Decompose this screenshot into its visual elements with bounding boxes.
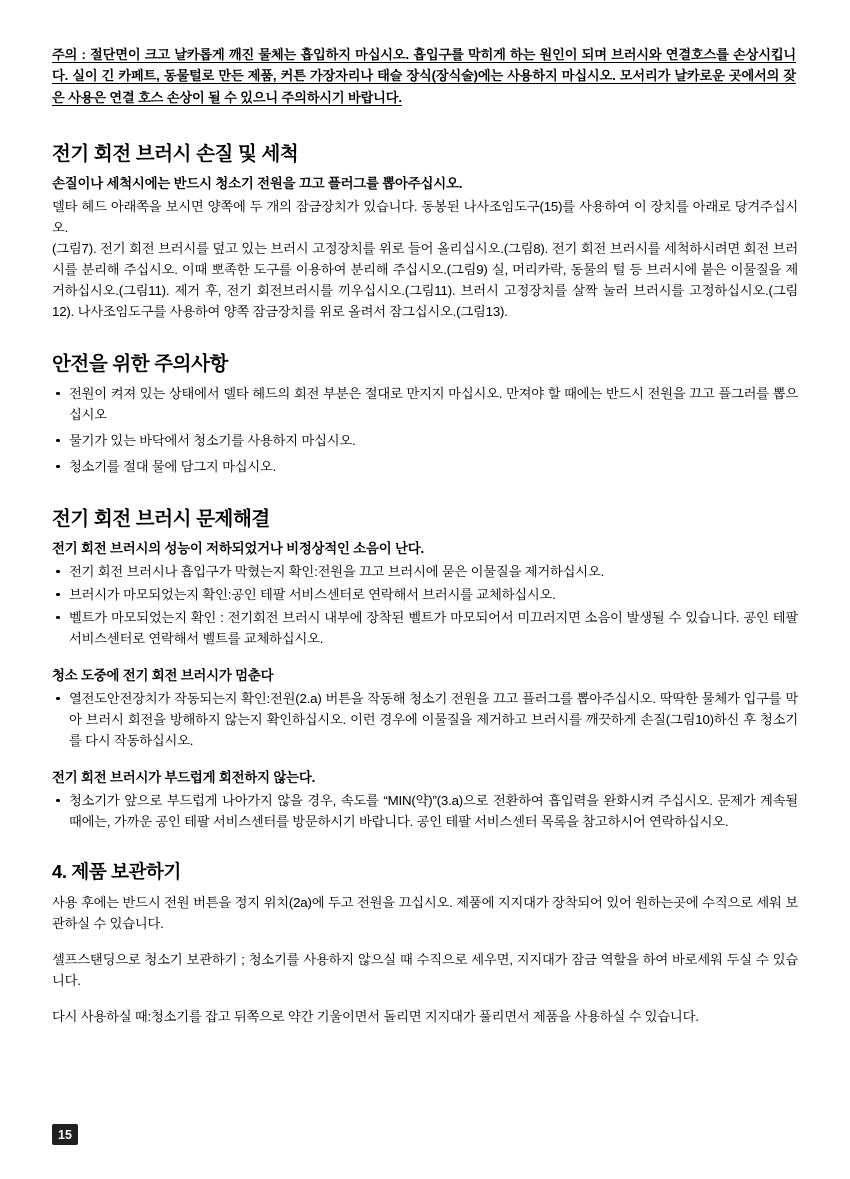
list-item: 청소기를 절대 물에 담그지 마십시오. — [52, 456, 798, 477]
list-item: 전기 회전 브러시나 흡입구가 막혔는지 확인:전원을 끄고 브러시에 묻은 이물질을 제거하십시오. — [52, 561, 798, 582]
list-item: 브러시가 마모되었는지 확인:공인 테팔 서비스센터로 연락해서 브러시를 교체하십시오. — [52, 584, 798, 605]
paragraph: 델타 헤드 아래쪽을 보시면 양쪽에 두 개의 잠금장치가 있습니다. 동봉된 나사조임도구(15)를 사용하여 이 장치를 아래로 당겨주십시오. — [52, 199, 798, 236]
warning-notice: 주의 : 절단면이 크고 날카롭게 깨진 물체는 흡입하지 마십시오. 흡입구를 막히게 하는 원인이 되며 브러시와 연결호스를 손상시킵니다. 실이 긴 카페트, 동물털로 만든 제품, 커튼 가장자리나 태슬 장식(장식술)에는 사용하지 마십시오. 모서리가 날카로운 곳에서의 잦은 사용은 연결 호스 손상이 될 수 있으니 주의하시기 바랍니다. — [52, 47, 796, 105]
troubleshoot-list-performance — [52, 561, 798, 649]
list-item: 물기가 있는 바닥에서 청소기를 사용하지 마십시오. — [52, 430, 798, 451]
page-number-badge: 15 — [52, 1124, 78, 1145]
section-troubleshooting — [52, 503, 798, 832]
safety-list — [52, 383, 798, 477]
section-title-storage: 4. 제품 보관하기 — [52, 861, 181, 883]
troubleshoot-subtitle-stops: 청소 도중에 전기 회전 브러시가 멈춘다 — [52, 668, 274, 684]
section-title-safety: 안전을 위한 주의사항 — [52, 353, 228, 376]
section-safety — [52, 348, 798, 477]
section-subtitle-brush-care: 손질이나 세척시에는 반드시 청소기 전원을 끄고 플러그를 뽑아주십시오. — [52, 176, 463, 192]
list-item: 전원이 켜져 있는 상태에서 델타 헤드의 회전 부분은 절대로 만지지 마십시오. 만져야 할 때에는 반드시 전원을 끄고 플그러를 뽑으십시오 — [52, 383, 798, 425]
troubleshoot-subtitle-rotation: 전기 회전 브러시가 부드럽게 회전하지 않는다. — [52, 770, 316, 786]
paragraph-spacer — [52, 934, 798, 949]
paragraph: 셀프스탠딩으로 청소기 보관하기 ; 청소기를 사용하지 않으실 때 수직으로 세우면, 지지대가 잠금 역할을 하여 바로세워 두실 수 있습니다. — [52, 952, 798, 989]
list-item: 열전도안전장치가 작동되는지 확인:전원(2.a) 버튼을 작동해 청소기 전원을 끄고 플러그를 뽑아주십시오. 딱딱한 물체가 입구를 막아 브러시 회전을 방해하지 않는지 확인하십시오. 이런 경우에 이물질을 제거하고 브러시를 깨끗하게 손질(그림10)하신 후 청소기를 다시 작동하십시오. — [52, 688, 798, 751]
list-item: 청소기가 앞으로 부드럽게 나아가지 않을 경우, 속도를 “MIN(약)”(3.a)으로 전환하여 흡입력을 완화시켜 주십시오. 문제가 계속될 때에는, 가까운 공인 테팔 서비스센터를 방문하시기 바랍니다. 공인 테팔 서비스센터 목록을 참고하시어 연락하십시오. — [52, 790, 798, 832]
paragraph: (그림7). 전기 회전 브러시를 덮고 있는 브러시 고정장치를 위로 들어 올리십시오.(그림8). 전기 회전 브러시를 세척하시려면 회전 브러시를 분리해 주십시오. 이때 뽀족한 도구를 이용하여 분리해 주십시오.(그림9) 실, 머리카락, 동물의 털 등 브러시에 붙은 이물질을 제거하십시오.(그림11). 제거 후, 전기 회전브러시를 끼우십시오.(그림11). 브러시 고정장치를 살짝 눌러 브러시를 고정하십시오.(그림12). 나사조임도구를 사용하여 양쪽 잠금장치를 위로 올려서 잠그십시오.(그림13). — [52, 241, 798, 320]
paragraph: 다시 사용하실 때:청소기를 잡고 뒤쪽으로 약간 기울이면서 돌리면 지지대가 풀리면서 제품을 사용하실 수 있습니다. — [52, 1009, 699, 1025]
section-title-brush-care: 전기 회전 브러시 손질 및 세척 — [52, 143, 299, 166]
section-title-troubleshooting: 전기 회전 브러시 문제해결 — [52, 508, 270, 531]
section-storage — [52, 858, 798, 1027]
paragraph-spacer — [52, 991, 798, 1006]
troubleshoot-list-rotation — [52, 790, 798, 832]
troubleshoot-subtitle-performance: 전기 회전 브러시의 성능이 저하되었거나 비정상적인 소음이 난다. — [52, 541, 425, 557]
troubleshoot-list-stops — [52, 688, 798, 751]
list-item: 벨트가 마모되었는지 확인 : 전기회전 브러시 내부에 장착된 벨트가 마모되어서 미끄러지면 소음이 발생될 수 있습니다. 공인 테팔 서비스센터로 연락해서 벨트를 교체하십시오. — [52, 607, 798, 649]
section-brush-care — [52, 138, 798, 322]
paragraph: 사용 후에는 반드시 전원 버튼을 정지 위치(2a)에 두고 전원을 끄십시오. 제품에 지지대가 장착되어 있어 원하는곳에 수직으로 세워 보관하실 수 있습니다. — [52, 895, 798, 932]
